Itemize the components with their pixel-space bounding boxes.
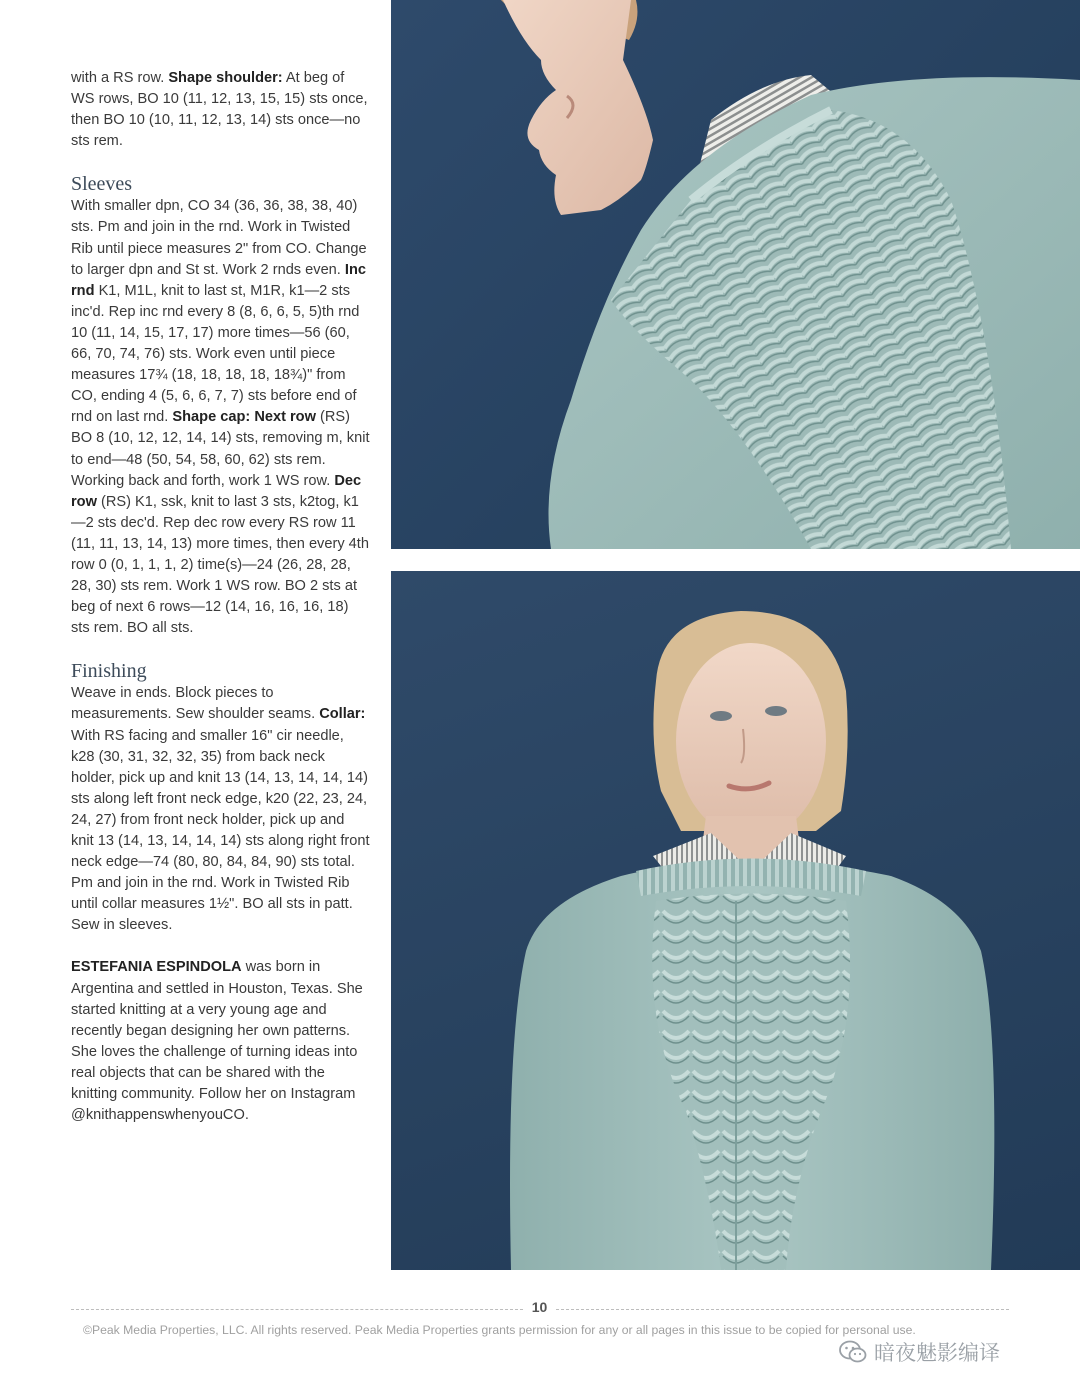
model-illustration	[391, 571, 1080, 1270]
finishing-text-2: With RS facing and smaller 16" cir needle, k28 (30, 31, 32, 32, 35) from back neck holder, pick up and knit 13 (14, 13, 14, 14, 14) sts along left front neck edge, k20 (22, 23, 24, 24, 27) from front neck holder, pick up and knit 13 (14, 13, 14, 14, 14) sts along right front neck edge—74 (80, 80, 84, 84, 90) sts total. Pm and join in the rnd. Work in Twisted Rib until collar measures 1½". BO all sts in patt. Sew in sleeves.	[71, 727, 370, 934]
shoulder-label: Shape shoulder:	[168, 70, 283, 86]
shoulder-closeup-illustration	[391, 0, 1080, 549]
inc-rnd-label: Inc rnd	[71, 261, 367, 299]
designer-bio-text: was born in Argentina and settled in Houston, Texas. She started knitting at a very young age and recently began designing her own patterns. She loves the challenge of turning ideas into real objects that can be shared with the knitting community. Follow her on Instagram @knithappenswhenyouCO.	[71, 959, 363, 1124]
page-number: 10	[531, 1299, 548, 1315]
watermark	[838, 1336, 1053, 1368]
shoulder-intro: with a RS row.	[71, 70, 169, 86]
finishing-paragraph	[71, 683, 371, 936]
designer-name: ESTEFANIA ESPINDOLA	[71, 959, 242, 976]
sleeves-heading: Sleeves	[71, 173, 133, 196]
copyright-notice: ©Peak Media Properties, LLC. All rights reserved. Peak Media Properties grants permission for any or all pages in this issue to be copied for personal use.	[83, 1323, 916, 1337]
designer-bio	[71, 957, 371, 1126]
shoulder-paragraph	[71, 68, 371, 152]
shoulder-instructions: At beg of WS rows, BO 10 (11, 12, 13, 15, 15) sts once, then BO 10 (10, 11, 12, 13, 14) sts once—no sts rem.	[71, 70, 368, 150]
watermark-text: 暗夜魅影编译	[874, 1341, 1000, 1365]
photo-model-full	[391, 571, 1080, 1270]
footer-divider-left	[71, 1309, 523, 1310]
sleeves-text-2: K1, M1L, knit to last st, M1R, k1—2 sts inc'd. Rep inc rnd every 8 (8, 6, 6, 5, 5)th rnd 10 (11, 14, 15, 17, 17) more times—56 (60, 66, 70, 74, 76) sts. Work even until piece measures 17¾ (18, 18, 18, 18, 18¾)" from CO, ending 4 (5, 6, 6, 7, 7) sts before end of rnd on last rnd.	[71, 282, 360, 426]
dec-row-label: Dec row	[71, 472, 362, 510]
sleeves-text-4: (RS) K1, ssk, knit to last 3 sts, k2tog, k1—2 sts dec'd. Rep dec row every RS row 11 (11, 11, 13, 14, 13) more times, then every 4th row 0 (0, 1, 1, 1, 2) time(s)—24 (26, 28, 28, 28, 30) sts rem. Work 1 WS row. BO 2 sts at beg of next 6 rows—12 (14, 16, 16, 16, 18) sts rem. BO all sts.	[71, 493, 369, 637]
sleeves-text-3: (RS) BO 8 (10, 12, 12, 14, 14) sts, removing m, knit to end—48 (50, 54, 58, 60, 62) sts rem. Working back and forth, work 1 WS row.	[71, 409, 370, 489]
collar-label: Collar:	[319, 706, 366, 723]
pattern-text-column	[71, 68, 371, 1126]
sleeves-text-1: With smaller dpn, CO 34 (36, 36, 38, 38, 40) sts. Pm and join in the rnd. Work in Twisted Rib until piece measures 2" from CO. Change to larger dpn and St st. Work 2 rnds even.	[71, 198, 367, 278]
finishing-heading: Finishing	[71, 660, 147, 683]
footer-divider-right	[556, 1309, 1009, 1310]
wechat-icon	[838, 1339, 868, 1365]
finishing-text-1: Weave in ends. Block pieces to measurements. Sew shoulder seams.	[71, 685, 320, 723]
shape-cap-label: Shape cap: Next row	[172, 409, 316, 426]
sleeves-paragraph	[71, 196, 371, 639]
photo-shoulder-closeup	[391, 0, 1080, 549]
